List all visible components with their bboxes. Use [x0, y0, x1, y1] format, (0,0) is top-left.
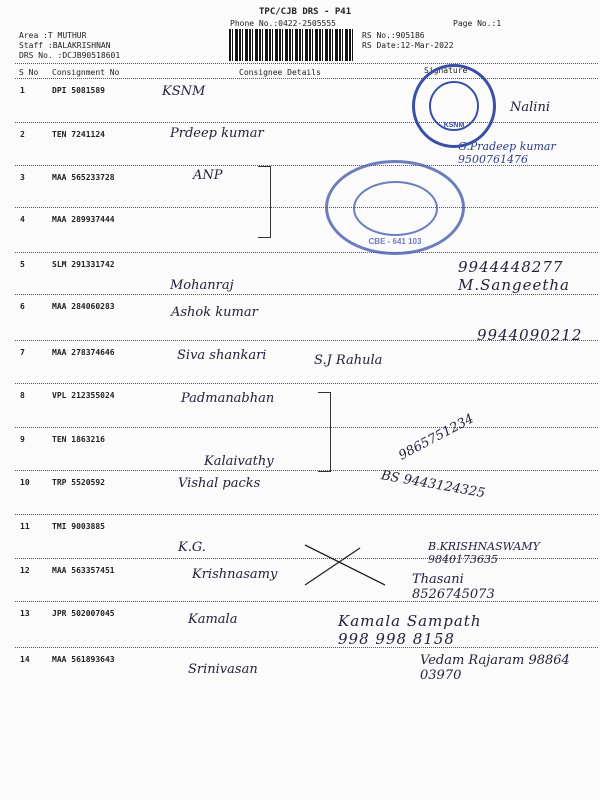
row-divider — [15, 647, 598, 648]
col-consignment: Consignment No — [52, 68, 120, 77]
row-divider — [15, 427, 598, 428]
stamp1-text: KSNM — [443, 122, 465, 129]
row-sno: 1 — [20, 86, 25, 95]
consignee-5: Mohanraj — [170, 278, 234, 293]
signature-11: B.KRISHNASWAMY 9840173635 — [428, 540, 540, 566]
bracket-rows-3-4 — [258, 166, 271, 238]
row-sno: 14 — [20, 655, 30, 664]
company-stamp-ksnm — [412, 64, 496, 148]
bracket-rows-8-9 — [318, 392, 331, 472]
row-sno: 10 — [20, 478, 30, 487]
row-divider — [15, 383, 598, 384]
signature-2: G.Pradeep kumar 9500761476 — [458, 140, 556, 166]
row-divider — [15, 122, 598, 123]
signature-14: Vedam Rajaram 98864 03970 — [420, 653, 570, 683]
row-divider — [15, 514, 598, 515]
col-sno: S No — [19, 68, 39, 77]
consignee-14: Srinivasan — [188, 662, 258, 677]
staff-label: Staff :BALAKRISHNAN — [19, 41, 111, 50]
row-sno: 9 — [20, 435, 25, 444]
consignee-3: ANP — [193, 168, 223, 183]
row-consignment-no: MAA 289937444 — [52, 215, 115, 224]
consignee-13: Kamala — [188, 612, 238, 627]
signature-1: Nalini — [510, 100, 550, 115]
row-consignment-no: MAA 284060283 — [52, 302, 115, 311]
row-sno: 3 — [20, 173, 25, 182]
rs-number: RS No.:905186 — [362, 31, 425, 40]
signature-13: Kamala Sampath 998 998 8158 — [338, 612, 482, 648]
consignee-8: Padmanabhan — [181, 391, 275, 406]
consignee-2: Prdeep kumar — [170, 126, 264, 141]
row-consignment-no: MAA 278374646 — [52, 348, 115, 357]
row-divider — [15, 470, 598, 471]
row-consignment-no: TEN 7241124 — [52, 130, 105, 139]
row-sno: 5 — [20, 260, 25, 269]
row-consignment-no: TMI 9003885 — [52, 522, 105, 531]
row-sno: 13 — [20, 609, 30, 618]
row-consignment-no: DPI 5081589 — [52, 86, 105, 95]
row-sno: 2 — [20, 130, 25, 139]
row-consignment-no: MAA 563357451 — [52, 566, 115, 575]
consignee-12: Krishnasamy — [192, 567, 278, 582]
col-details: Consignee Details — [239, 68, 321, 77]
rs-date: RS Date:12-Mar-2022 — [362, 41, 454, 50]
consignee-10: Vishal packs — [178, 476, 261, 491]
row-consignment-no: TRP 5520592 — [52, 478, 105, 487]
row-divider — [15, 207, 598, 208]
signature-10: BS 9443124325 — [379, 468, 487, 502]
signature-7: S.J Rahula — [314, 353, 383, 368]
row-divider — [15, 294, 598, 295]
consignee-6: Ashok kumar — [171, 305, 258, 320]
barcode — [229, 29, 354, 61]
stamp2-text: CBE - 641 103 — [368, 237, 422, 246]
signature-5: 9944448277 M.Sangeetha — [458, 258, 570, 294]
consignee-11: K.G. — [178, 540, 206, 555]
signature-6: 9944090212 — [477, 326, 583, 344]
consignee-9: Kalaivathy — [204, 454, 274, 469]
header-top-rule — [15, 63, 598, 64]
col-signature: Signature — [424, 66, 468, 75]
header-bottom-rule — [15, 78, 598, 79]
signature-9: 9865751234 — [396, 411, 477, 464]
row-sno: 4 — [20, 215, 25, 224]
row-sno: 8 — [20, 391, 25, 400]
doc-title: TPC/CJB DRS - P41 — [259, 7, 352, 17]
cross-mark — [300, 540, 395, 590]
row-consignment-no: MAA 565233728 — [52, 173, 115, 182]
signature-12: Thasani 8526745073 — [412, 572, 495, 602]
drs-number: DRS No. :DCJB90518601 — [19, 51, 121, 60]
row-consignment-no: JPR 502007045 — [52, 609, 115, 618]
consignee-1: KSNM — [162, 84, 206, 99]
row-sno: 11 — [20, 522, 30, 531]
consignee-7: Siva shankari — [177, 348, 267, 363]
row-consignment-no: SLM 291331742 — [52, 260, 115, 269]
row-sno: 6 — [20, 302, 25, 311]
phone-number: Phone No.:0422-2505555 — [230, 19, 336, 28]
row-sno: 12 — [20, 566, 30, 575]
row-sno: 7 — [20, 348, 25, 357]
row-consignment-no: VPL 212355024 — [52, 391, 115, 400]
page-number: Page No.:1 — [453, 19, 502, 28]
row-divider — [15, 252, 598, 253]
row-consignment-no: MAA 561893643 — [52, 655, 115, 664]
area-label: Area :T MUTHUR — [19, 31, 87, 40]
company-stamp-anp — [325, 160, 465, 255]
row-consignment-no: TEN 1863216 — [52, 435, 105, 444]
